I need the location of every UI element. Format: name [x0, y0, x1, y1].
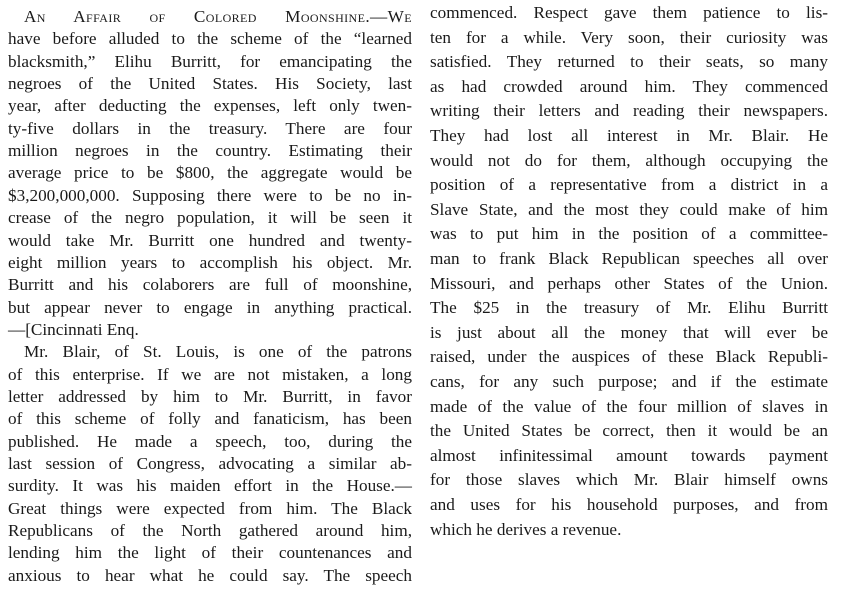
- text-line: lending him the light of their countenances and: [8, 543, 412, 563]
- text-line: crease of the negro population, it will be seen it: [8, 208, 412, 228]
- text-line: position of a representative from a district in a: [430, 175, 828, 195]
- text-line: —[Cincinnati Enq.: [8, 319, 139, 339]
- text-line: was to put him in the position of a committee-: [430, 224, 828, 244]
- text-line: average price to be $800, the aggregate would be: [8, 163, 412, 183]
- text-line: Slave State, and the most they could make of him: [430, 199, 828, 219]
- text-line: Burritt and his colaborers are full of moonshine,: [8, 275, 412, 295]
- text-line: of this enterprise. If we are not mistaken, a long: [8, 364, 412, 384]
- text-line: eight million years to accomplish his object. Mr.: [8, 252, 412, 272]
- text-line: ty-five dollars in the treasury. There are four: [8, 118, 412, 138]
- text-line: would not do for them, although occupying the: [430, 150, 828, 170]
- text-line: blacksmith,” Elihu Burritt, for emancipating the: [8, 51, 412, 71]
- text-line: commenced. Respect gave them patience to lis-: [430, 3, 828, 22]
- text-line: as had crowded around him. They commenced: [430, 76, 828, 96]
- text-line: last session of Congress, advocating a similar ab-: [8, 454, 412, 473]
- text-line: negroes of the United States. His Society, last: [8, 74, 412, 94]
- text-line: The $25 in the treasury of Mr. Elihu Burritt: [430, 298, 828, 318]
- text-line: An Affair of Colored Moonshine.—We: [24, 7, 412, 26]
- text-line: published. He made a speech, too, during the: [8, 431, 412, 451]
- text-line: raised, under the auspices of these Black Republi-: [430, 347, 828, 367]
- text-line: is just about all the money that will ever be: [430, 322, 828, 342]
- text-line: have before alluded to the scheme of the “learned: [8, 29, 412, 49]
- text-line: anxious to hear what he could say. The speech: [8, 565, 412, 585]
- text-line: surdity. It was his maiden effort in the House.—: [8, 476, 412, 496]
- text-line: satisfied. They returned to their seats, so many: [430, 52, 828, 72]
- text-line: They had lost all interest in Mr. Blair. He: [430, 126, 828, 145]
- text-line: Great things were expected from him. The Black: [8, 498, 412, 518]
- text-line: million negroes in the country. Estimating their: [8, 141, 412, 161]
- text-line: Mr. Blair, of St. Louis, is one of the patrons: [24, 342, 412, 362]
- text-line: man to frank Black Republican speeches all over: [430, 249, 828, 268]
- text-line: year, after deducting the expenses, left only twen-: [8, 96, 412, 116]
- text-line: of this scheme of folly and fanaticism, has been: [8, 409, 412, 429]
- text-line: but appear never to engage in anything practical.: [8, 297, 412, 317]
- text-line: almost infinitessimal amount towards payment: [430, 445, 828, 465]
- text-line: made of the value of the four million of slaves in: [430, 396, 828, 416]
- text-line: Republicans of the North gathered around him,: [8, 521, 412, 541]
- text-line: which he derives a revenue.: [430, 519, 622, 539]
- text-line: cans, for any such purpose; and if the estimate: [430, 372, 828, 391]
- text-line: for those slaves which Mr. Blair himself owns: [430, 470, 828, 490]
- text-line: and uses for his household purposes, and from: [430, 495, 828, 514]
- text-line: Missouri, and perhaps other States of the Union.: [430, 273, 828, 293]
- text-line: the United States be correct, then it would be an: [430, 421, 828, 441]
- text-line: would take Mr. Burritt one hundred and twenty-: [8, 230, 412, 250]
- text-line: $3,200,000,000. Supposing there were to be no in-: [8, 185, 412, 205]
- text-line: writing their letters and reading their newspapers.: [430, 101, 828, 121]
- text-line: letter addressed by him to Mr. Burritt, in favor: [8, 386, 412, 406]
- text-line: ten for a while. Very soon, their curiosity was: [430, 27, 828, 47]
